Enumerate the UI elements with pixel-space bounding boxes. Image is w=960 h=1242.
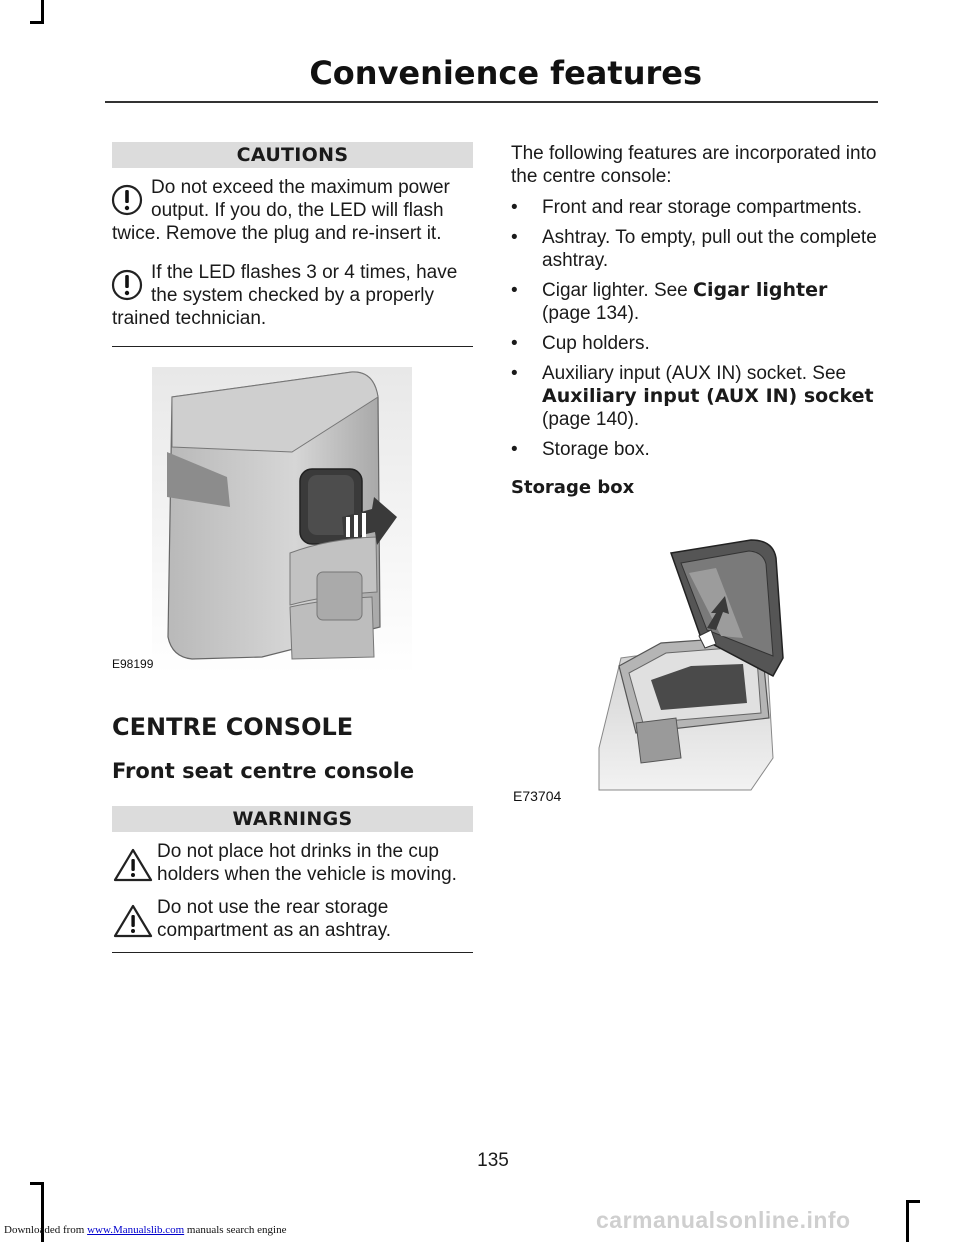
warnings-end-rule [112,952,473,953]
footer-prefix: Downloaded from [4,1224,88,1236]
crop-mark-bottom-right-v [906,1200,909,1242]
warning-item [112,840,473,886]
item-page-ref: (page 134). [542,303,640,324]
item-text: Auxiliary input (AUX IN) socket. See [542,363,847,384]
right-column [511,142,881,818]
bullet-dot: • [511,227,518,248]
cautions-heading: CAUTIONS [112,142,473,168]
cautions-end-rule [112,346,473,347]
armrest-illustration [112,357,473,675]
warning-text: Do not place hot drinks in the cup holders when the vehicle is moving. [157,841,457,885]
list-item [511,362,881,431]
watermark: carmanualsonline.info [596,1207,851,1233]
section-heading: CENTRE CONSOLE [112,713,354,741]
caution-text: Do not exceed the maximum power output. If you do, the LED will flash twice. Remove the plug and re-insert it. [112,177,450,244]
figure-armrest [112,357,473,675]
exclamation-circle-icon [109,267,149,303]
cross-reference-link[interactable]: Cigar lighter [693,279,828,301]
crop-mark-bottom-left-h [30,1182,44,1185]
bullet-dot: • [511,363,518,384]
item-text: Storage box. [542,439,650,460]
features-list [511,196,881,461]
warning-text: Do not use the rear storage compartment as an ashtray. [157,897,392,941]
bullet-dot: • [511,197,518,218]
caution-item [112,176,473,245]
manualslib-link[interactable]: www.Manualslib.com [87,1224,185,1236]
list-item [511,438,881,461]
list-item [511,332,881,355]
item-text: Front and rear storage compartments. [542,197,862,218]
bullet-dot: • [511,333,518,354]
subsection-heading: Front seat centre console [112,759,415,783]
figure-storage-box [511,518,881,818]
list-item [511,279,881,325]
download-footer [4,1224,286,1236]
item-page-ref: (page 140). [542,409,640,430]
warning-triangle-icon [109,846,155,882]
figure-code: E73704 [513,788,562,804]
list-item [511,226,881,272]
cross-reference-link[interactable]: Auxiliary input (AUX IN) socket [542,385,874,407]
page-number: 135 [477,1150,509,1171]
warnings-heading: WARNINGS [112,806,473,832]
features-intro: The following features are incorporated into the centre console: [511,143,877,187]
item-text: Cigar lighter. See [542,280,694,301]
left-column [112,142,473,953]
bullet-dot: • [511,439,518,460]
exclamation-circle-icon [109,182,149,218]
storage-box-illustration [511,518,881,818]
caution-text: If the LED flashes 3 or 4 times, have the system checked by a properly trained technician. [112,262,458,329]
title-divider [105,101,878,103]
footer-suffix: manuals search engine [184,1224,287,1236]
warning-item [112,896,473,942]
item-text: Cup holders. [542,333,650,354]
bullet-dot: • [511,280,518,301]
item-text: Ashtray. To empty, pull out the complete ashtray. [542,227,877,271]
storage-box-heading: Storage box [511,477,635,498]
list-item [511,196,881,219]
page-title: Convenience features [309,54,702,92]
crop-mark-bottom-right-h [906,1200,920,1203]
figure-code: E98199 [112,657,154,671]
crop-mark-top-left-h [30,21,44,24]
warning-triangle-icon [109,902,155,938]
caution-item [112,261,473,330]
